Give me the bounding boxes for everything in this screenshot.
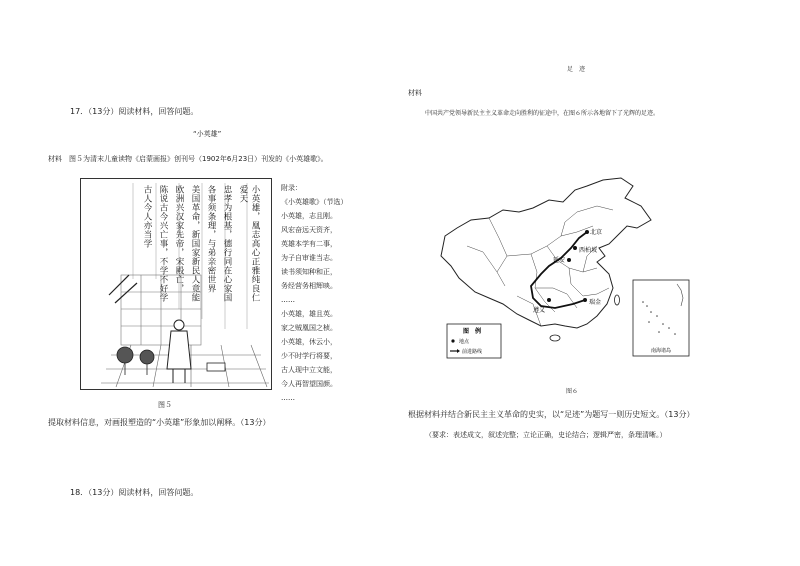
q17-task: 提取材料信息，对画报塑造的“小英雄”形象加以阐释。（13分） [48,418,271,427]
right-section-title: 足 迹 [567,66,586,73]
right-material-label: 材料 [408,89,422,97]
appendix-line: 少不时学行将要， [281,352,337,360]
q17-number: 17．（13分）阅读材料，回答问题。 [70,107,199,116]
appendix-poem [281,181,348,405]
appendix-line: …… [281,296,295,304]
appendix-line: 小英雄，雄且英。 [281,310,337,318]
inset-label: 南海诸岛 [651,348,672,354]
fig5-text-col-6: 陈说古今兴亡事，不学不好学 [158,185,168,302]
fig5-text-col-4: 美国革命，新国家新民人竟能 [190,185,200,302]
fig5-text-col-7: 古人今人亦当学 [142,185,152,248]
appendix-line: 今人再智望国颜。 [281,380,337,388]
fig5-text-col-1: 小英雄，凰志高心正雅纯良仁爱天 [238,185,260,302]
place-label: 遵义 [533,307,546,314]
appendix-line: 家之贼凰国之桢。 [281,324,337,332]
place-dot [585,230,589,234]
place-label: 西柏坡 [579,247,598,254]
fig5-text-col-5: 欧洲兴汉家先帝，宋殿亡， [174,185,184,293]
right-task: 根据材料并结合新民主主义革命的史实，以“足迹”为题写一则历史短文。（13分） [408,410,695,419]
figure-5-caption: 图５ [158,401,172,409]
appendix-line: 小英雄，志且刚。 [281,212,337,220]
appendix-line: 务经营务相辉映。 [281,282,337,290]
appendix-header: 附录： [281,184,302,192]
place-dot [573,246,577,250]
appendix-line: 读书须知种和正， [281,268,337,276]
figure-5-text-columns [133,185,261,305]
place-label: 北京 [590,229,603,236]
fig5-text-col-3: 各事须条理，与弟亲密世界 [206,185,216,293]
figure-6-map [437,176,693,376]
place-label: 瑞金 [589,299,602,306]
appendix-line: 古人现中立文能， [281,366,337,374]
legend-title: 图 例 [463,328,482,335]
q18-number: 18．（13分）阅读材料，回答问题。 [70,488,199,497]
place-label: 延安 [553,257,566,264]
legend-route-label: 前进路线 [462,349,483,355]
q17-title: “小英雄” [193,130,222,138]
map-inset-box [633,280,689,356]
fig5-text-col-2: 忠孝为根基，德行同在心家国 [222,185,232,302]
china-map [437,176,693,376]
figure-6-caption: 图６ [566,388,579,395]
appendix-line: 为子自审谁当志。 [281,254,337,262]
place-dot [583,298,587,302]
appendix-line: 英雄本学有二事， [281,240,337,248]
right-requirement: （要求：表述成文，叙述完整；立论正确，史论结合；逻辑严密，条理清晰。） [425,431,667,439]
legend-point-label: 地点 [459,339,470,345]
appendix-subtitle: 《小英雄歌》（节选） [281,198,348,206]
figure-5-illustration [80,178,272,390]
right-material-text: 中国共产党领导新民主主义革命走向胜利的征途中，在图６所示各地留下了光辉的足迹。 [425,110,660,117]
legend-point-marker [451,339,454,342]
appendix-line: 小英雄，休云小， [281,338,337,346]
q17-material: 材料 图５为清末儿童读物《启蒙画报》创刊号（1902年6月23日）刊发的《小英雄歌》。 [48,155,328,163]
appendix-line: 风宏奋远天资齐， [281,226,337,234]
place-dot [547,298,551,302]
place-dot [567,258,571,262]
appendix-line: …… [281,394,295,402]
